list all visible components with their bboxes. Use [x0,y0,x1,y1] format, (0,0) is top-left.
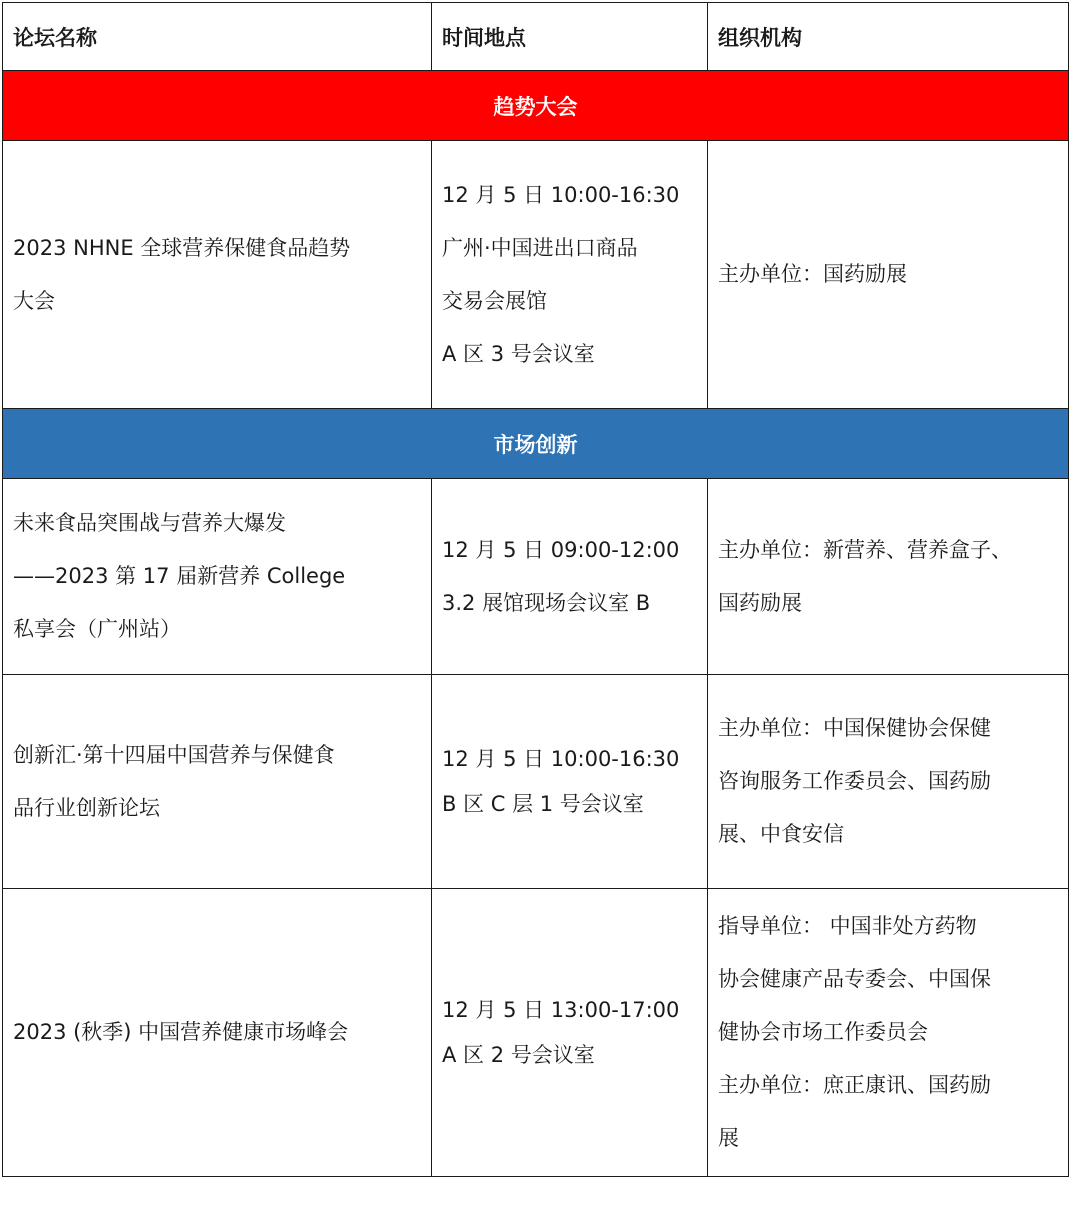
organizer-cell [708,675,1069,889]
organizer-line: 主办单位：庶正康讯、国药励 [718,1073,991,1097]
organizer-line: 协会健康产品专委会、中国保 [718,967,991,991]
section-row-trend [3,71,1069,141]
forum-name-cell [3,479,432,675]
time-location-line: 12 月 5 日 10:00-16:30 [442,182,680,207]
time-location-cell [432,889,708,1177]
organizer-cell [708,479,1069,675]
organizer-line: 主办单位：新营养、营养盒子、 [718,537,1012,562]
section-title: 市场创新 [3,409,1069,479]
organizer-line: 指导单位： 中国非处方药物 [718,914,977,938]
time-location-line: 3.2 展馆现场会议室 B [442,590,651,615]
time-location-line: 交易会展馆 [442,288,547,313]
time-location-line: 12 月 5 日 13:00-17:00 [442,997,680,1022]
forum-name-line: 2023 (秋季) 中国营养健康市场峰会 [13,1020,349,1044]
forum-name-line: 私享会（广州站） [13,617,181,641]
forum-name-line: 2023 NHNE 全球营养保健食品趋势 [13,235,351,260]
time-location-cell [432,675,708,889]
table-row [3,141,1069,409]
organizer-line: 主办单位：中国保健协会保健 [718,716,991,740]
organizer-line: 展、中食安信 [718,822,844,846]
organizer-line: 健协会市场工作委员会 [718,1020,928,1044]
time-location-cell [432,141,708,409]
organizer-cell [708,141,1069,409]
forum-schedule-table [2,2,1069,1177]
forum-name-cell [3,675,432,889]
section-title: 趋势大会 [3,71,1069,141]
header-organizer: 组织机构 [708,3,1069,71]
organizer-cell [708,889,1069,1177]
organizer-line: 国药励展 [718,590,802,615]
table-row [3,479,1069,675]
forum-name-line: 品行业创新论坛 [13,795,160,820]
time-location-line: A 区 3 号会议室 [442,341,595,366]
section-row-market [3,409,1069,479]
forum-name-line: 创新汇·第十四届中国营养与保健食 [13,742,335,767]
organizer-line: 主办单位：国药励展 [718,262,907,286]
time-location-cell [432,479,708,675]
organizer-line: 咨询服务工作委员会、国药励 [718,769,991,793]
time-location-line: 广州·中国进出口商品 [442,235,638,260]
forum-name-line: ——2023 第 17 届新营养 College [13,564,346,588]
time-location-line: 12 月 5 日 10:00-16:30 [442,746,680,771]
forum-name-line: 未来食品突围战与营养大爆发 [13,511,286,535]
header-row [3,3,1069,71]
time-location-line: 12 月 5 日 09:00-12:00 [442,537,680,562]
time-location-line: A 区 2 号会议室 [442,1042,595,1067]
forum-name-cell [3,889,432,1177]
time-location-line: B 区 C 层 1 号会议室 [442,791,644,816]
header-forum-name: 论坛名称 [3,3,432,71]
header-time-location: 时间地点 [432,3,708,71]
table-row [3,675,1069,889]
forum-name-cell [3,141,432,409]
forum-name-line: 大会 [13,288,55,313]
organizer-line: 展 [718,1126,739,1150]
table-row [3,889,1069,1177]
